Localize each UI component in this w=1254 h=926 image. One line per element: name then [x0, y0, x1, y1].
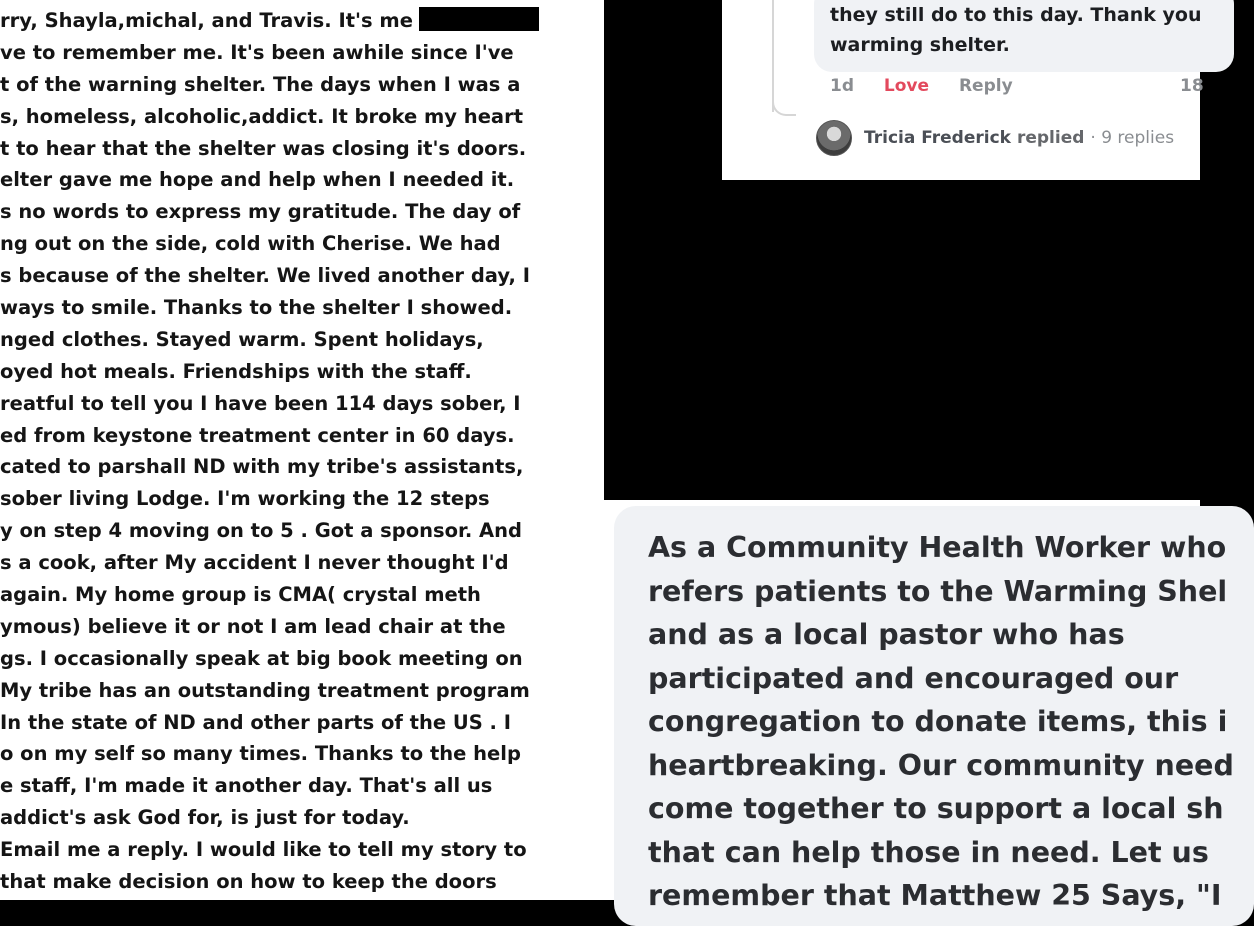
letter-line: ymous) believe it or not I am lead chair at the: [0, 614, 506, 638]
letter-line: that make decision on how to keep the doors: [0, 870, 497, 894]
letter-panel: [0, 0, 604, 900]
comment-text: [830, 0, 1201, 60]
letter-line: My tribe has an outstanding treatment program: [0, 678, 530, 702]
comment-line: they still do to this day. Thank you: [830, 4, 1202, 26]
letter-line-text: rry, Shayla,michal, and Travis. It's me: [0, 9, 413, 32]
letter-text: [0, 5, 539, 898]
letter-line: [0, 5, 539, 37]
replier-name: Tricia Frederick: [864, 128, 1011, 148]
letter-line: reatful to tell you I have been 114 days sober, I: [0, 391, 521, 415]
letter-line: gs. I occasionally speak at big book meeting on: [0, 646, 523, 670]
letter-line: cated to parshall ND with my tribe's assistants,: [0, 455, 524, 479]
letter-line: ways to smile. Thanks to the shelter I showed.: [0, 296, 513, 320]
letter-line: again. My home group is CMA( crystal meth: [0, 583, 481, 607]
thread-connector: [772, 92, 796, 116]
view-replies-link[interactable]: [816, 120, 1174, 156]
avatar: [816, 120, 852, 156]
letter-line: ng out on the side, cold with Cherise. We had: [0, 232, 501, 256]
comment-line: refers patients to the Warming Shel: [648, 574, 1228, 608]
letter-line: s no words to express my gratitude. The day of: [0, 200, 521, 224]
comment-line: come together to support a local sh: [648, 792, 1224, 825]
letter-line: oyed hot meals. Friendships with the staff.: [0, 359, 472, 383]
comment-line: As a Community Health Worker who: [648, 531, 1227, 564]
letter-line: s because of the shelter. We lived another day, I: [0, 264, 530, 288]
letter-line: Email me a reply. I would like to tell my story to: [0, 838, 527, 862]
comment-line: participated and encouraged our: [648, 661, 1179, 695]
letter-line: y on step 4 moving on to 5 . Got a sponsor. And: [0, 519, 522, 543]
letter-line: nged clothes. Stayed warm. Spent holidays,: [0, 327, 484, 351]
comment-line: remember that Matthew 25 Says, "I: [648, 879, 1222, 912]
comment-line: warming shelter.: [830, 34, 1010, 56]
comment-line: and as a local pastor who has: [648, 618, 1125, 651]
reply-count-label: · 9 replies: [1090, 128, 1175, 148]
replied-label: replied: [1016, 128, 1085, 148]
letter-line: t to hear that the shelter was closing it's doors.: [0, 136, 527, 160]
top-comment-card: [722, 0, 1204, 180]
letter-line: o on my self so many times. Thanks to the help: [0, 742, 521, 766]
love-reaction-button[interactable]: Love: [883, 76, 930, 96]
comment-line: heartbreaking. Our community need: [648, 748, 1234, 782]
letter-line: sober living Lodge. I'm working the 12 steps: [0, 487, 490, 511]
letter-line: addict's ask God for, is just for today.: [0, 806, 410, 830]
comment-timestamp: 1d: [830, 76, 854, 96]
letter-line: ed from keystone treatment center in 60 days.: [0, 423, 515, 447]
redaction-bar: [419, 7, 539, 31]
letter-line: In the state of ND and other parts of the US . I: [0, 710, 512, 734]
comment-line: that can help those in need. Let us: [648, 835, 1209, 869]
bottom-comment-card: [604, 500, 1234, 912]
comment-line: congregation to donate items, this i: [648, 705, 1228, 738]
letter-line: s a cook, after My accident I never thought I'd: [0, 551, 509, 575]
comment-text: [648, 526, 1234, 918]
letter-line: t of the warning shelter. The days when I was a: [0, 72, 521, 96]
reply-button[interactable]: Reply: [958, 76, 1013, 96]
letter-line: s, homeless, alcoholic,addict. It broke my heart: [0, 104, 524, 128]
reaction-count[interactable]: 18: [1180, 76, 1204, 96]
letter-line: e staff, I'm made it another day. That's all us: [0, 774, 493, 798]
comment-actions: [830, 76, 1037, 96]
letter-line: ve to remember me. It's been awhile since I've: [0, 40, 514, 64]
letter-line: elter gave me hope and help when I needed it.: [0, 168, 515, 192]
